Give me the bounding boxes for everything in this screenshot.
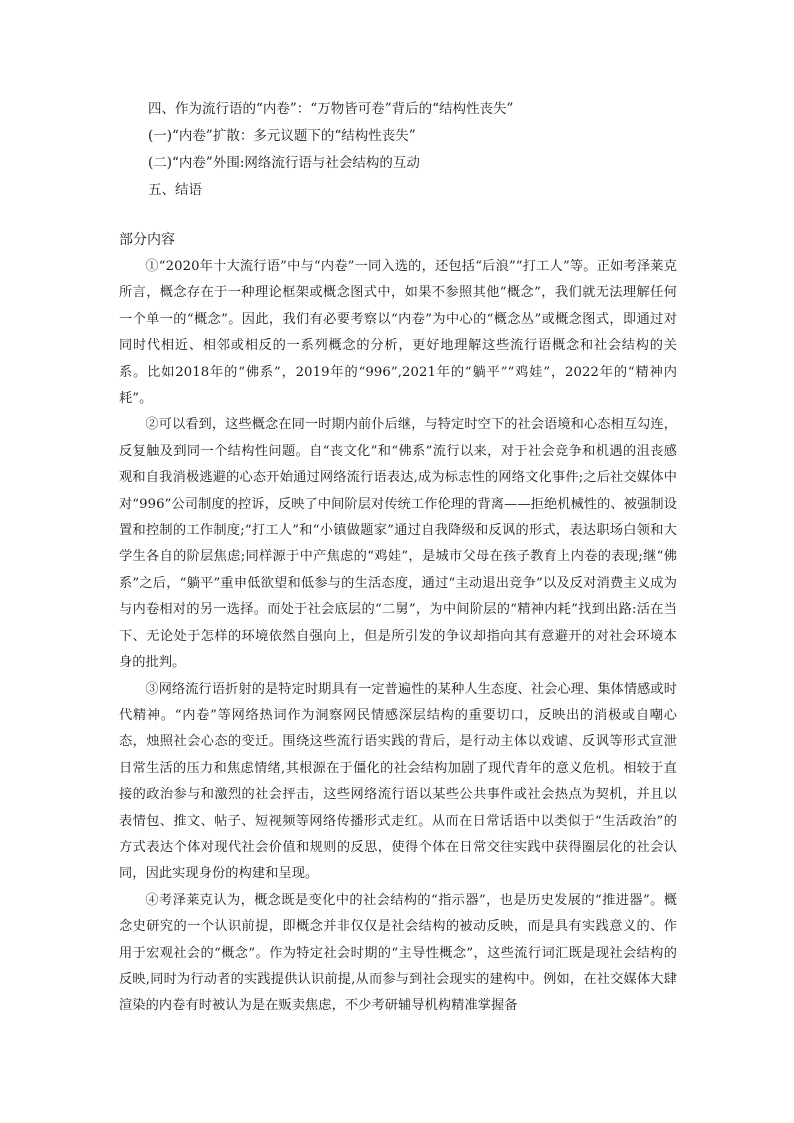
outline-item: 四、作为流行语的“内卷”：“万物皆可卷”背后的“结构性丧失” <box>148 101 514 117</box>
paragraph: ②可以看到，这些概念在同一时期内前仆后继，与特定时空下的社会语境和心态相互勾连，反复触及到同一个结构性问题。自“丧文化”和“佛系”流行以来，对于社会竞争和机遇的沮丧感观和自我消极逃避的心态开始通过网络流行语表达,成为标志性的网络文化事件;之后社交媒体中对“996”公司制度的控诉，反映了中间阶层对传统工作伦理的背离——拒绝机械性的、被强制设置和控制的工作制度;“打工人”和“小镇做题家”通过自我降级和反讽的形式，表达职场白领和大学生各自的阶层焦虑;同样源于中产焦虑的“鸡娃”，是城市父母在孩子教育上内卷的表现;继“佛系”之后，“躺平”重申低欲望和低参与的生活态度，通过“主动退出竞争”以及反对消费主义成为与内卷相对的另一选择。而处于社会底层的“二舅”，为中间阶层的“精神内耗”找到出路:活在当下、无论处于怎样的环境依然自强向上，但是所引发的争议却指向其有意避开的对社会环境本身的批判。 <box>119 417 677 671</box>
section-title: 部分内容 <box>119 232 175 248</box>
paragraph: ①“2020年十大流行语”中与“内卷”一同入选的，还包括“后浪”“打工人”等。正如考泽莱克所言，概念存在于一种理论框架或概念图式中，如果不参照其他“概念”，我们就无法理解任何一个单一的“概念”。因此，我们有必要考察以“内卷”为中心的“概念丛”或概念图式，即通过对同时代相近、相邻或相反的一系列概念的分析，更好地理解这些流行语概念和社会结构的关系。比如2018年的“佛系”，2019年的“996”,2021年的“躺平”“鸡娃”，2022年的“精神内耗”。 <box>119 259 677 407</box>
outline-item: (一)“内卷”扩散：多元议题下的“结构性丧失” <box>148 128 416 144</box>
outline-item: 五、结语 <box>148 182 202 198</box>
paragraph: ④考泽莱克认为，概念既是变化中的社会结构的“指示器”，也是历史发展的“推进器”。概念史研究的一个认识前提，即概念并非仅仅是社会结构的被动反映，而是具有实践意义的、作用于宏观社会的“概念”。作为特定社会时期的“主导性概念”，这些流行词汇既是现社会结构的反映,同时为行动者的实践提供认识前提,从而参与到社会现实的建构中。例如，在社交媒体大肆渲染的内卷有时被认为是在贩卖焦虑，不少考研辅导机构精准掌握备 <box>119 892 677 1014</box>
paragraph: ③网络流行语折射的是特定时期具有一定普遍性的某种人生态度、社会心理、集体情感或时代精神。“内卷”等网络热词作为洞察网民情感深层结构的重要切口，反映出的消极或自嘲心态，烛照社会心态的变迁。围绕这些流行语实践的背后，是行动主体以戏谑、反讽等形式宣泄日常生活的压力和焦虑情绪,其根源在于僵化的社会结构加剧了现代青年的意义危机。相较于直接的政治参与和激烈的社会抨击，这些网络流行语以某些公共事件或社会热点为契机，并且以表情包、推文、帖子、短视频等网络传播形式走红。从而在日常话语中以类似于“生活政治”的方式表达个体对现代社会价值和规则的反思，使得个体在日常交往实践中获得圈层化的社会认同，因此实现身份的构建和呈现。 <box>119 681 677 882</box>
outline-list <box>148 96 708 204</box>
body-text <box>119 254 677 1020</box>
outline-item: (二)“内卷”外围:网络流行语与社会结构的互动 <box>148 155 420 171</box>
